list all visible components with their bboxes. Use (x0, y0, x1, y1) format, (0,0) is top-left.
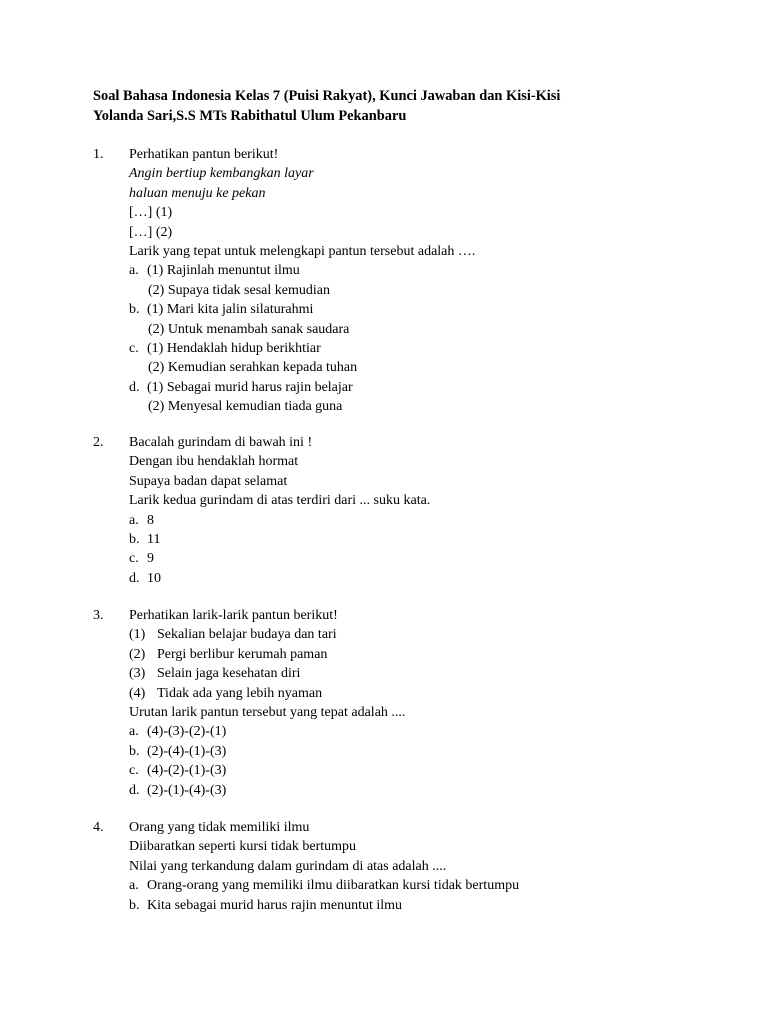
pantun-line-3 (129, 664, 405, 683)
answer-option-a (129, 511, 430, 530)
option-label: c. (129, 763, 139, 779)
question-text: Larik yang tepat untuk melengkapi pantun tersebut adalah …. (129, 243, 476, 259)
option-text: (1) Rajinlah menuntut ilmu (147, 263, 300, 279)
option-text: (2)-(1)-(4)-(3) (147, 782, 227, 798)
option-label: b. (129, 743, 140, 759)
answer-option-c (129, 339, 475, 358)
question-prompt: Orang yang tidak memiliki ilmu (129, 820, 310, 835)
answer-option-b (129, 530, 430, 549)
line-text: Sekalian belajar budaya dan tari (157, 627, 337, 643)
answer-option-a (129, 722, 405, 741)
pantun-line-4 (129, 684, 405, 703)
question-prompt: Bacalah gurindam di bawah ini ! (129, 435, 313, 450)
answer-option-d (129, 378, 475, 397)
question-number: 1. (93, 147, 104, 162)
option-continuation: (2) Kemudian serahkan kepada tuhan (148, 360, 358, 376)
question-text: Urutan larik pantun tersebut yang tepat adalah .... (129, 704, 406, 720)
pantun-line-2 (129, 645, 405, 664)
option-continuation: (2) Menyesal kemudian tiada guna (148, 399, 343, 415)
poem-line: Diibaratkan seperti kursi tidak bertumpu (129, 839, 357, 855)
option-text: Orang-orang yang memiliki ilmu diibaratkan kursi tidak bertumpu (147, 878, 520, 894)
option-label: d. (129, 570, 140, 586)
option-text: Kita sebagai murid harus rajin menuntut ilmu (147, 897, 403, 913)
line-label: (2) (129, 646, 146, 662)
poem-line: Dengan ibu hendaklah hormat (129, 454, 299, 470)
option-label: a. (129, 263, 139, 279)
option-label: a. (129, 512, 139, 528)
question-text: Nilai yang terkandung dalam gurindam di atas adalah .... (129, 858, 447, 874)
title-line-2: Yolanda Sari,S.S MTs Rabithatul Ulum Pekanbaru (93, 108, 407, 124)
poem-line: Supaya badan dapat selamat (129, 473, 288, 489)
option-label: b. (129, 897, 140, 913)
line-text: Pergi berlibur kerumah paman (157, 646, 328, 662)
option-label: b. (129, 302, 140, 318)
poem-line: […] (1) (129, 205, 173, 221)
option-label: a. (129, 878, 139, 894)
answer-option-a (129, 876, 519, 895)
option-text: 10 (147, 570, 161, 586)
question-number: 2. (93, 435, 104, 450)
question-number: 3. (93, 608, 104, 623)
line-label: (4) (129, 685, 146, 701)
question-text: Larik kedua gurindam di atas terdiri dari ... suku kata. (129, 493, 431, 509)
option-label: c. (129, 340, 139, 356)
line-label: (1) (129, 627, 146, 643)
option-text: (1) Hendaklah hidup berikhtiar (147, 340, 321, 356)
option-label: a. (129, 724, 139, 740)
poem-line: Angin bertiup kembangkan layar (129, 166, 314, 182)
document-title (93, 86, 560, 126)
option-label: b. (129, 531, 140, 547)
answer-option-b (129, 742, 405, 761)
option-label: d. (129, 379, 140, 395)
option-continuation: (2) Untuk menambah sanak saudara (148, 321, 350, 337)
option-label: d. (129, 782, 140, 798)
option-label: c. (129, 551, 139, 567)
option-text: (1) Mari kita jalin silaturahmi (147, 302, 314, 318)
option-text: 11 (147, 531, 161, 547)
option-text: 8 (147, 512, 154, 528)
answer-option-b (129, 896, 519, 915)
option-continuation: (2) Supaya tidak sesal kemudian (148, 282, 330, 298)
answer-option-d (129, 781, 405, 800)
answer-option-c (129, 761, 405, 780)
option-text: 9 (147, 551, 154, 567)
line-text: Tidak ada yang lebih nyaman (157, 685, 323, 701)
title-line-1: Soal Bahasa Indonesia Kelas 7 (Puisi Rakyat), Kunci Jawaban dan Kisi-Kisi (93, 88, 561, 104)
option-text: (1) Sebagai murid harus rajin belajar (147, 379, 353, 395)
question-prompt: Perhatikan larik-larik pantun berikut! (129, 608, 338, 623)
answer-option-a (129, 261, 475, 280)
poem-line: haluan menuju ke pekan (129, 185, 266, 201)
answer-option-d (129, 569, 430, 588)
answer-option-c (129, 549, 430, 568)
pantun-line-1 (129, 625, 405, 644)
line-label: (3) (129, 666, 146, 682)
option-text: (4)-(3)-(2)-(1) (147, 724, 227, 740)
question-number: 4. (93, 820, 104, 835)
poem-line: […] (2) (129, 224, 173, 240)
option-text: (4)-(2)-(1)-(3) (147, 763, 227, 779)
line-text: Selain jaga kesehatan diri (157, 666, 301, 682)
option-text: (2)-(4)-(1)-(3) (147, 743, 227, 759)
question-prompt: Perhatikan pantun berikut! (129, 147, 279, 162)
answer-option-b (129, 300, 475, 319)
